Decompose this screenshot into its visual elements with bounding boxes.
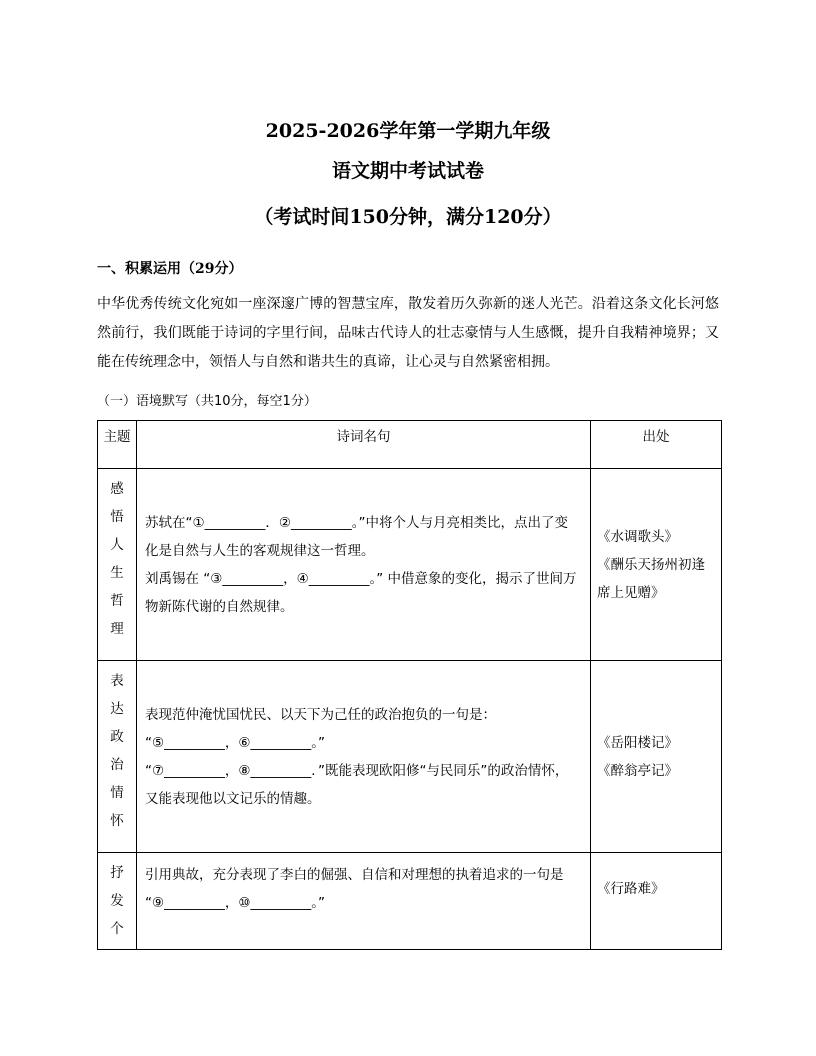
table-row [98,469,722,661]
question-text: 表现范仲淹忧国忧民、以天下为己任的政治抱负的一句是： [145,706,496,723]
topic-char: 悟 [110,509,124,525]
question-text: “⑤_________，⑥_________。” [145,734,325,751]
source-title: 《岳阳楼记》 [597,734,678,751]
source-title: 《行路难》 [597,881,665,897]
question-text: “⑦_________，⑧_________．”既能表现欧阳修“与民同乐”的政治情怀，又能表现他以文记乐的情趣。 [145,762,569,807]
row-topic [98,469,137,661]
exam-title-line1: 2025-2026学年第一学期九年级 [265,120,551,142]
row-source [591,853,722,950]
source-title: 《水调歌头》 [597,528,678,545]
topic-char: 情 [110,785,124,801]
topic-char: 个 [110,921,124,937]
header-topic: 主题 [98,421,137,469]
topic-char: 抒 [110,865,124,881]
row-topic [98,661,137,853]
row-content [137,853,591,950]
topic-char: 哲 [110,593,124,609]
source-title: 《醉翁亭记》 [597,762,678,779]
topic-char: 理 [110,621,124,637]
topic-char: 政 [110,729,124,745]
topic-char: 表 [110,673,124,689]
topic-char: 感 [110,481,124,497]
subsection-heading: （一）语境默写（共10分，每空1分） [97,394,317,409]
topic-char: 怀 [110,813,124,829]
exam-title-line2: 语文期中考试试卷 [331,160,484,182]
source-title: 《酬乐天扬州初逢席上见赠》 [597,556,705,601]
table-row [98,853,722,950]
question-text: “⑨_________，⑩_________。” [145,895,325,911]
section-intro-paragraph: 中华优秀传统文化宛如一座深邃广博的智慧宝库，散发着历久弥新的迷人光芒。沿着这条文化长河悠然前行，我们既能于诗词的字里行间，品味古代诗人的壮志豪情与人生感慨，提升自我精神境界；又能在传统理念中，领悟人与自然和谐共生的真谛，让心灵与自然紧密相拥。 [97,296,719,370]
row-source [591,661,722,853]
row-topic [98,853,137,950]
table-header-row [98,421,722,469]
question-text: 刘禹锡在 “③_________，④_________。” 中借意象的变化，揭示了世间万物新陈代谢的自然规律。 [145,570,577,615]
topic-char: 治 [110,757,124,773]
section-heading: 一、积累运用（29分） [97,261,243,277]
header-verses: 诗词名句 [137,421,591,469]
dictation-table [97,420,722,950]
row-content [137,469,591,661]
topic-char: 达 [110,701,124,717]
exam-time-note: （考试时间150分钟，满分120分） [254,206,562,228]
topic-char: 生 [110,565,124,581]
row-content [137,661,591,853]
question-text: 引用典故，充分表现了李白的倔强、自信和对理想的执着追求的一句是 [145,867,564,883]
topic-char: 发 [110,893,124,909]
header-source: 出处 [591,421,722,469]
row-source [591,469,722,661]
question-text: 苏轼在“①_________．②_________。”中将个人与月亮相类比，点出了变化是自然与人生的客观规律这一哲理。 [145,514,568,559]
topic-char: 人 [110,537,124,553]
table-row [98,661,722,853]
